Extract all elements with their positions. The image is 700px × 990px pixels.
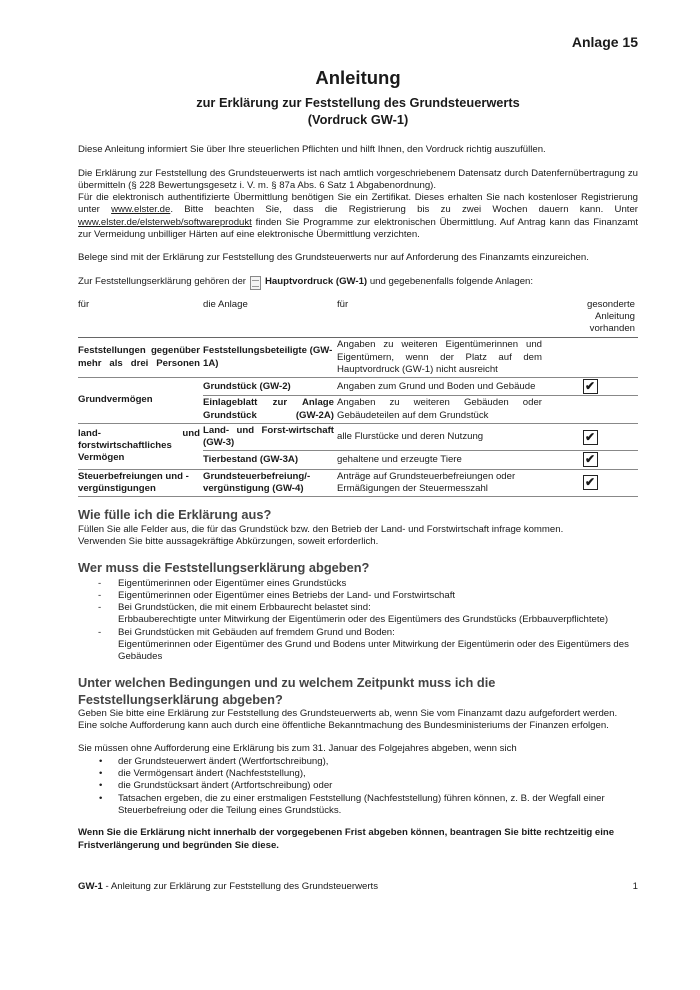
page-number: 1 (632, 881, 638, 892)
table-row (78, 469, 638, 497)
header-fuer: für (78, 298, 203, 338)
row-anlage: Land- und Forst-wirtschaft (GW-3) (203, 423, 337, 451)
row-fuer: Anträge auf Grundsteuerbefreiungen oder Ermäßigungen der Steuermesszahl (337, 469, 545, 497)
obligated-persons-list (78, 578, 638, 664)
checkbox-checked-icon: ✔ (583, 430, 598, 445)
submission-paragraph (78, 168, 638, 242)
section-text: Füllen Sie alle Felder aus, die für das Grundstück bzw. den Betrieb der Land- und Forstwirtschaft infrage kommen. (78, 523, 564, 535)
row-fuer: alle Flurstücke und deren Nutzung (337, 423, 545, 451)
section-heading: Unter welchen Bedingungen und zu welchem Zeitpunkt muss ich die Feststellungserklärung abgeben? (78, 675, 496, 707)
conditions-list (78, 756, 638, 817)
checkbox-checked-icon: ✔ (583, 379, 598, 394)
page-subtitle (78, 94, 638, 130)
belege-paragraph: Belege sind mit der Erklärung zur Feststellung des Grundsteuerwerts nur auf Anforderung des Finanzamts einzureichen. (78, 252, 589, 264)
row-fuer: gehaltene und erzeugte Tiere (337, 451, 545, 469)
list-item: - Eigentümerinnen oder Eigentümer eines Grundstücks (78, 578, 638, 590)
attachments-table (78, 298, 638, 498)
page-footer (78, 881, 638, 893)
table-header-row (78, 298, 638, 338)
table-row (78, 338, 638, 378)
list-item: - Eigentümerinnen oder Eigentümer eines Betriebs der Land- und Forstwirtschaft (78, 590, 638, 602)
row-anlage: Grundstück (GW-2) (203, 378, 337, 396)
header-anlage: die Anlage (203, 298, 337, 338)
row-anlage: Einlageblatt zur Anlage Grundstück (GW-2A) (203, 396, 337, 424)
table-row (78, 378, 638, 396)
row-anlage: Feststellungsbeteiligte (GW-1A) (203, 338, 337, 378)
header-fuer-2: für (337, 298, 545, 338)
deadline-note: Wenn Sie die Erklärung nicht innerhalb der vorgegebenen Frist abgeben können, beantragen Sie bitte rechtzeitig eine Fristverlängerung und begründen Sie diese. (78, 827, 615, 851)
list-item: • die Grundstücksart ändert (Artfortschreibung) oder (78, 780, 638, 792)
section-text: Sie müssen ohne Aufforderung eine Erklärung bis zum 31. Januar des Folgejahres abgeben, wenn sich (78, 742, 517, 754)
elster-link[interactable]: www.elster.de (111, 204, 171, 216)
anlage-label: Anlage 15 (571, 34, 638, 50)
section-text: Verwenden Sie bitte aussagekräftige Abkürzungen, soweit erforderlich. (78, 535, 379, 547)
row-fuer: Angaben zu weiteren Gebäuden oder Gebäudeteilen auf dem Grundstück (337, 396, 545, 424)
list-item: - Bei Grundstücken mit Gebäuden auf fremdem Grund und Boden: Eigentümerinnen oder Eigentümer des Grund und Bodens unter Mitwirkung der Eigentümerin oder des Eigentümers des Gebäudes (78, 627, 638, 664)
section-heading: Wer muss die Feststellungserklärung abgeben? (78, 560, 370, 576)
checkbox-checked-icon: ✔ (583, 475, 598, 490)
list-item: • der Grundsteuerwert ändert (Wertfortschreibung), (78, 756, 638, 768)
row-anlage: Grundsteuerbefreiung/-vergünstigung (GW-4) (203, 469, 337, 497)
checkbox-checked-icon: ✔ (583, 452, 598, 467)
list-item: • die Vermögensart ändert (Nachfeststellung), (78, 768, 638, 780)
section-text: Geben Sie bitte eine Erklärung zur Feststellung des Grundsteuerwerts ab, wenn Sie vom Finanzamt dazu aufgefordert werden. (78, 708, 618, 720)
page-title: Anleitung (315, 66, 401, 88)
row-anlage: Tierbestand (GW-3A) (203, 451, 337, 469)
section-heading: Wie fülle ich die Erklärung aus? (78, 507, 272, 523)
list-item: • Tatsachen ergeben, die zu einer erstmaligen Feststellung (Nachfeststellung) führen können, z. B. der Wegfall einer Steuerbefreiung oder die Teilung eines Grundstücks. (78, 793, 638, 818)
subtitle-line-2: (Vordruck GW-1) (307, 112, 409, 128)
row-label: Grundvermögen (78, 378, 203, 424)
elster-software-link[interactable]: www.elster.de/elsterweb/softwareprodukt (78, 216, 252, 228)
section-text: Eine solche Aufforderung kann auch durch eine öffentliche Bekanntmachung des Bundesministeriums der Finanzen erfolgen. (78, 720, 609, 732)
certificate-text: Für die elektronisch authentifizierte Übermittlung benötigen Sie ein Zertifikat. Dieses erhalten Sie nach kostenloser Registrierung unter www.elster.de. Bitte beachten Sie, dass die Registrierung bis zu zwei Wochen dauern kann. Unter www.elster.de/elsterweb/softwareprodukt finden Sie Programme zur elektronischen Übermittlung. Auf Antrag kann das Finanzamt zur Vermeidung unbilliger Härten auf eine elektronische Übermittlung verzichten. (78, 192, 638, 240)
attachments-intro: Zur Feststellungserklärung gehören der Hauptvordruck (GW-1) und gegebenenfalls folgende Anlagen: (78, 276, 638, 290)
footer-text: GW-1 - Anleitung zur Erklärung zur Feststellung des Grundsteuerwerts (78, 881, 379, 892)
row-fuer: Angaben zum Grund und Boden und Gebäude (337, 378, 545, 396)
table-row (78, 423, 638, 451)
row-label: land- und forstwirtschaftliches Vermögen (78, 423, 203, 469)
header-gesonderte-anleitung: gesonderte Anleitung vorhanden (545, 298, 638, 338)
intro-paragraph: Diese Anleitung informiert Sie über Ihre steuerlichen Pflichten und hilft Ihnen, den Vordruck richtig auszufüllen. (78, 144, 546, 156)
row-label: Steuerbefreiungen und -vergünstigungen (78, 469, 203, 497)
row-fuer: Angaben zu weiteren Eigentümerinnen und Eigentümern, wenn der Platz auf dem Hauptvordruck (GW-1) nicht ausreicht (337, 338, 545, 378)
subtitle-line-1: zur Erklärung zur Feststellung des Grundsteuerwerts (196, 94, 520, 110)
list-item: - Bei Grundstücken, die mit einem Erbbaurecht belastet sind: Erbbauberechtigte unter Mitwirkung der Eigentümerin oder des Eigentümers des Grundstücks (Erbbauverpflichtete) (78, 602, 638, 627)
transmission-text: Die Erklärung zur Feststellung des Grundsteuerwerts ist nach amtlich vorgeschriebenem Datensatz durch Datenfernübertragung zu übermitteln (§ 228 Bewertungsgesetz i. V. m. § 87a Abs. 6 Satz 1 Abgabenordnung). (78, 167, 638, 191)
row-label: Feststellungen gegenüber mehr als drei Personen (78, 338, 203, 378)
document-icon (250, 276, 261, 290)
